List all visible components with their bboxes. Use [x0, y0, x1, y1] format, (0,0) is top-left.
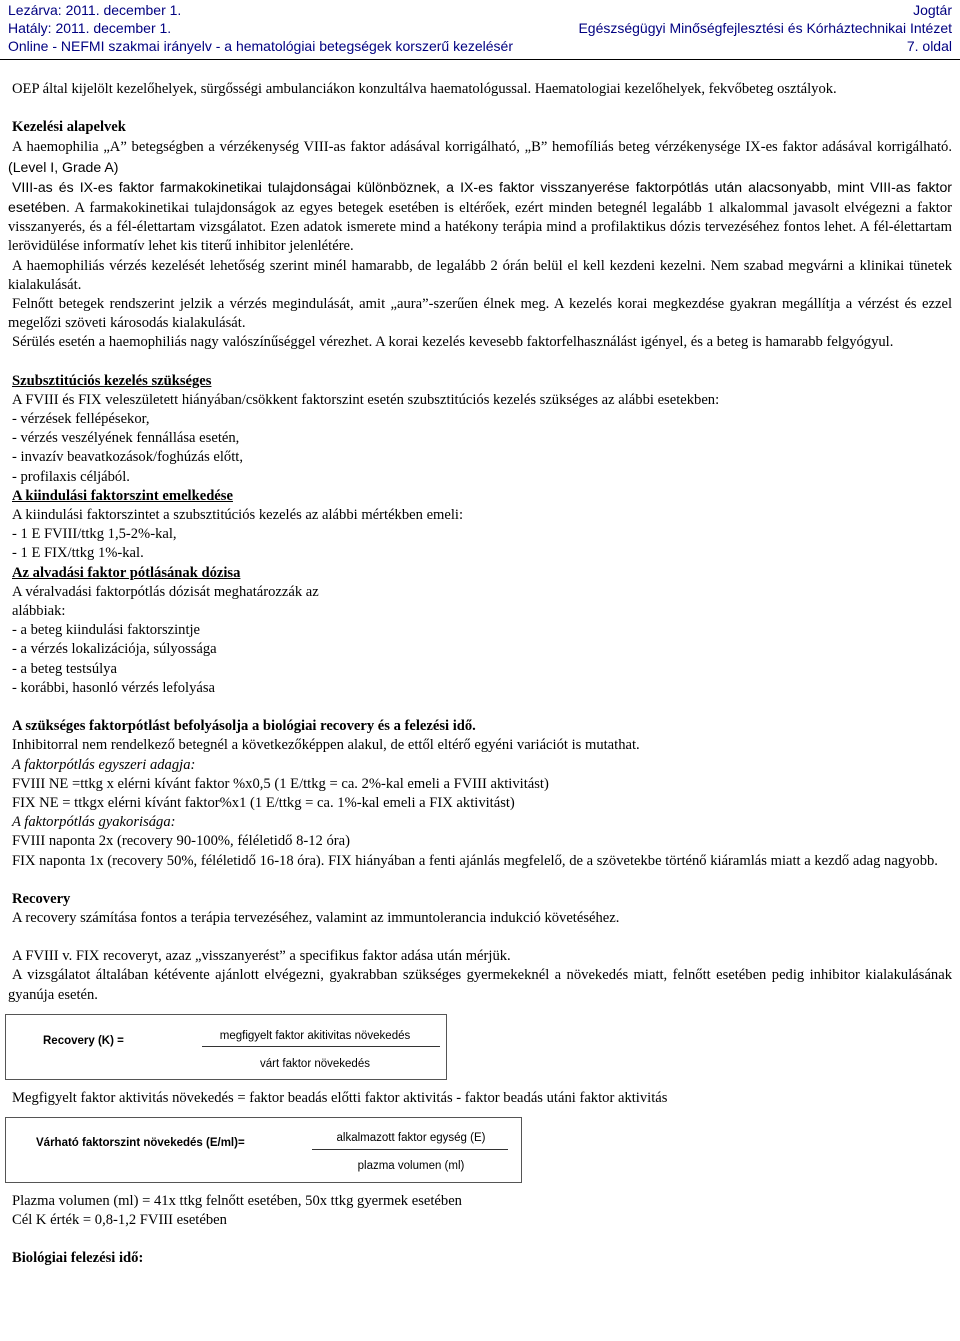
list-item: - 1 E FIX/ttkg 1%-kal.: [12, 545, 144, 562]
fviii-dose-formula: FVIII NE =ttkg x elérni kívánt faktor %x0,5 (1 E/ttkg = ca. 2%-kal emeli a FVIII aktivitást): [12, 775, 549, 792]
recovery-formula-box: [5, 1014, 447, 1080]
header-closed-date: Lezárva: 2011. december 1.: [8, 2, 182, 18]
recovery-formula-label: Recovery (K) =: [43, 1034, 124, 1047]
header-document-title: Online - NEFMI szakmai irányelv - a hematológiai betegségek korszerű kezelésér: [8, 38, 513, 54]
recovery-formula-denominator: várt faktor növekedés: [260, 1057, 370, 1070]
biological-halflife-heading: Biológiai felezési idő:: [12, 1250, 144, 1267]
header-divider: [0, 59, 960, 60]
principles-paragraph-2: VIII-as és IX-es faktor farmakokinetikai tulajdonságai különböznek, a IX-es faktor visszanyerése faktorpótlás után alacsonyabb, mint VIII-as faktor esetében. A farmakokinetikai tulajdonságok az egyes betegek esetében is eltérőek, ezért minden betegnél legalább 1 alkalommal javasolt elvégezni a faktor visszanyerés, és a fél-élettartam vizsgálatot. Ezen adatok ismerete mind a hatékony terápia mind a profilaktikus dózis tervezéséhez fontos lehet. A fél-élettartam lerövidülése informatív lehet kis titerű inhibitor jelenlétére.: [8, 178, 952, 255]
list-item: - 1 E FVIII/ttkg 1,5-2%-kal,: [12, 526, 177, 543]
dose-heading: Az alvadási faktor pótlásának dózisa: [12, 564, 241, 581]
expected-level-formula-numerator: alkalmazott faktor egység (E): [336, 1131, 486, 1144]
principles-paragraph-1: A haemophilia „A” betegségben a vérzékenység VIII-as faktor adásával korrigálható, „B” hemofíliás beteg vérzékenysége IX-es faktor adásával korrigálható. (Level I, Grade A): [8, 139, 952, 175]
baseline-heading: A kiindulási faktorszint emelkedése: [12, 487, 233, 504]
recovery-heading: Recovery: [12, 890, 71, 907]
list-item: - a vérzés lokalizációja, súlyossága: [12, 641, 217, 658]
fraction-bar: [312, 1149, 508, 1150]
fviii-frequency: FVIII naponta 2x (recovery 90-100%, féléletidő 8-12 óra): [12, 833, 350, 850]
header-page-number: 7. oldal: [906, 38, 952, 54]
recovery-halflife-heading: A szükséges faktorpótlást befolyásolja a biológiai recovery és a felezési idő.: [12, 718, 476, 735]
page-header: [0, 0, 960, 56]
list-item: - korábbi, hasonló vérzés lefolyása: [12, 679, 216, 696]
recovery-paragraph-1: A recovery számítása fontos a terápia tervezéséhez, valamint az immuntolerancia indukció követéséhez.: [12, 909, 620, 926]
expected-level-formula-label: Várható faktorszint növekedés (E/ml)=: [36, 1136, 245, 1149]
expected-level-formula-box: [5, 1117, 522, 1183]
list-item: - profilaxis céljából.: [12, 468, 130, 485]
dose-intro: A véralvadási faktorpótlás dózisát meghatározzák az: [12, 583, 319, 600]
intro-paragraph: OEP által kijelölt kezelőhelyek, sürgősségi ambulanciákon konzultálva haematológussal. Haematologiai kezelőhelyek, fekvőbeteg osztályok.: [12, 81, 837, 97]
target-k-value: Cél K érték = 0,8-1,2 FVIII esetében: [12, 1212, 227, 1229]
header-effective-date: Hatály: 2011. december 1.: [8, 20, 172, 36]
recovery-halflife-intro: Inhibitorral nem rendelkező betegnél a következőképpen alakul, de ettől eltérő egyéni variációt is mutathat.: [12, 737, 640, 754]
header-left: [8, 1, 513, 55]
baseline-intro: A kiindulási faktorszintet a szubsztitúciós kezelés az alábbi mértékben emeli:: [12, 507, 464, 524]
header-right: [578, 1, 952, 55]
plasma-volume-definition: Plazma volumen (ml) = 41x ttkg felnőtt esetében, 50x ttkg gyermek esetében: [12, 1192, 462, 1209]
dose-intro-continued: alábbiak:: [12, 603, 66, 620]
principles-heading: Kezelési alapelvek: [12, 119, 126, 136]
recovery-paragraph-3: A vizsgálatot általában kétévente ajánlott elvégezni, gyakrabban szükséges gyermekeknél a növekedés miatt, felnőtt esetében pedig inhibitor kialakulásának gyanúja esetén.: [8, 967, 952, 1003]
document-body: [0, 80, 960, 1269]
header-source: Jogtár: [913, 2, 952, 18]
frequency-label: A faktorpótlás gyakorisága:: [12, 814, 176, 831]
principles-paragraph-3: A haemophiliás vérzés kezelését lehetőség szerint minél hamarabb, de legalább 2 órán belül el kell kezdeni kezelni. Nem szabad megvárni a klinikai tünetek kialakulását.: [8, 257, 952, 293]
principles-paragraph-4: Felnőtt betegek rendszerint jelzik a vérzés megindulását, amit „aura”-szerűen élnek meg. A kezelés korai megkezdése gyakran megállítja a vérzést és ezzel megelőzi szöveti károsodás kialakulását.: [8, 296, 952, 332]
substitution-intro: A FVIII és FIX veleszületett hiányában/csökkent faktorszint esetén szubsztitúciós kezelés szükséges az alábbi esetekben:: [12, 391, 720, 408]
fix-frequency: FIX naponta 1x (recovery 50%, féléletidő 16-18 óra). FIX hiányában a fenti ajánlás megfelelő, de a szövetekbe történő kiáramlás miatt a kezdő adag nagyobb.: [12, 852, 938, 869]
fraction-bar: [202, 1046, 440, 1047]
list-item: - vérzések fellépésekor,: [12, 411, 150, 428]
observed-activity-definition: Megfigyelt faktor aktivitás növekedés = faktor beadás előtti faktor aktivitás - faktor beadás utáni faktor aktivitás: [12, 1089, 668, 1106]
evidence-level: (Level I, Grade A): [8, 158, 119, 175]
principles-paragraph-5: Sérülés esetén a haemophiliás nagy valószínűséggel vérezhet. A korai kezelés kevesebb faktorfelhasználást igényel, és a beteg is hamarabb felgyógyul.: [12, 334, 894, 351]
list-item: - invazív beavatkozások/foghúzás előtt,: [12, 449, 243, 466]
list-item: - vérzés veszélyének fennállása esetén,: [12, 430, 240, 447]
header-institute: Egészségügyi Minőségfejlesztési és Kórháztechnikai Intézet: [578, 20, 952, 36]
fix-dose-formula: FIX NE = ttkgx elérni kívánt faktor%x1 (1 E/ttkg = ca. 1%-kal emeli a FIX aktivitást): [12, 794, 515, 811]
recovery-paragraph-2: A FVIII v. FIX recoveryt, azaz „visszanyerést” a specifikus faktor adása után mérjük.: [12, 948, 511, 965]
substitution-heading: Szubsztitúciós kezelés szükséges: [12, 372, 212, 389]
recovery-formula-numerator: megfigyelt faktor akitivitas növekedés: [219, 1029, 411, 1042]
expected-level-formula-denominator: plazma volumen (ml): [357, 1159, 465, 1172]
list-item: - a beteg kiindulási faktorszintje: [12, 622, 201, 639]
single-dose-label: A faktorpótlás egyszeri adagja:: [12, 756, 196, 773]
list-item: - a beteg testsúlya: [12, 660, 117, 677]
